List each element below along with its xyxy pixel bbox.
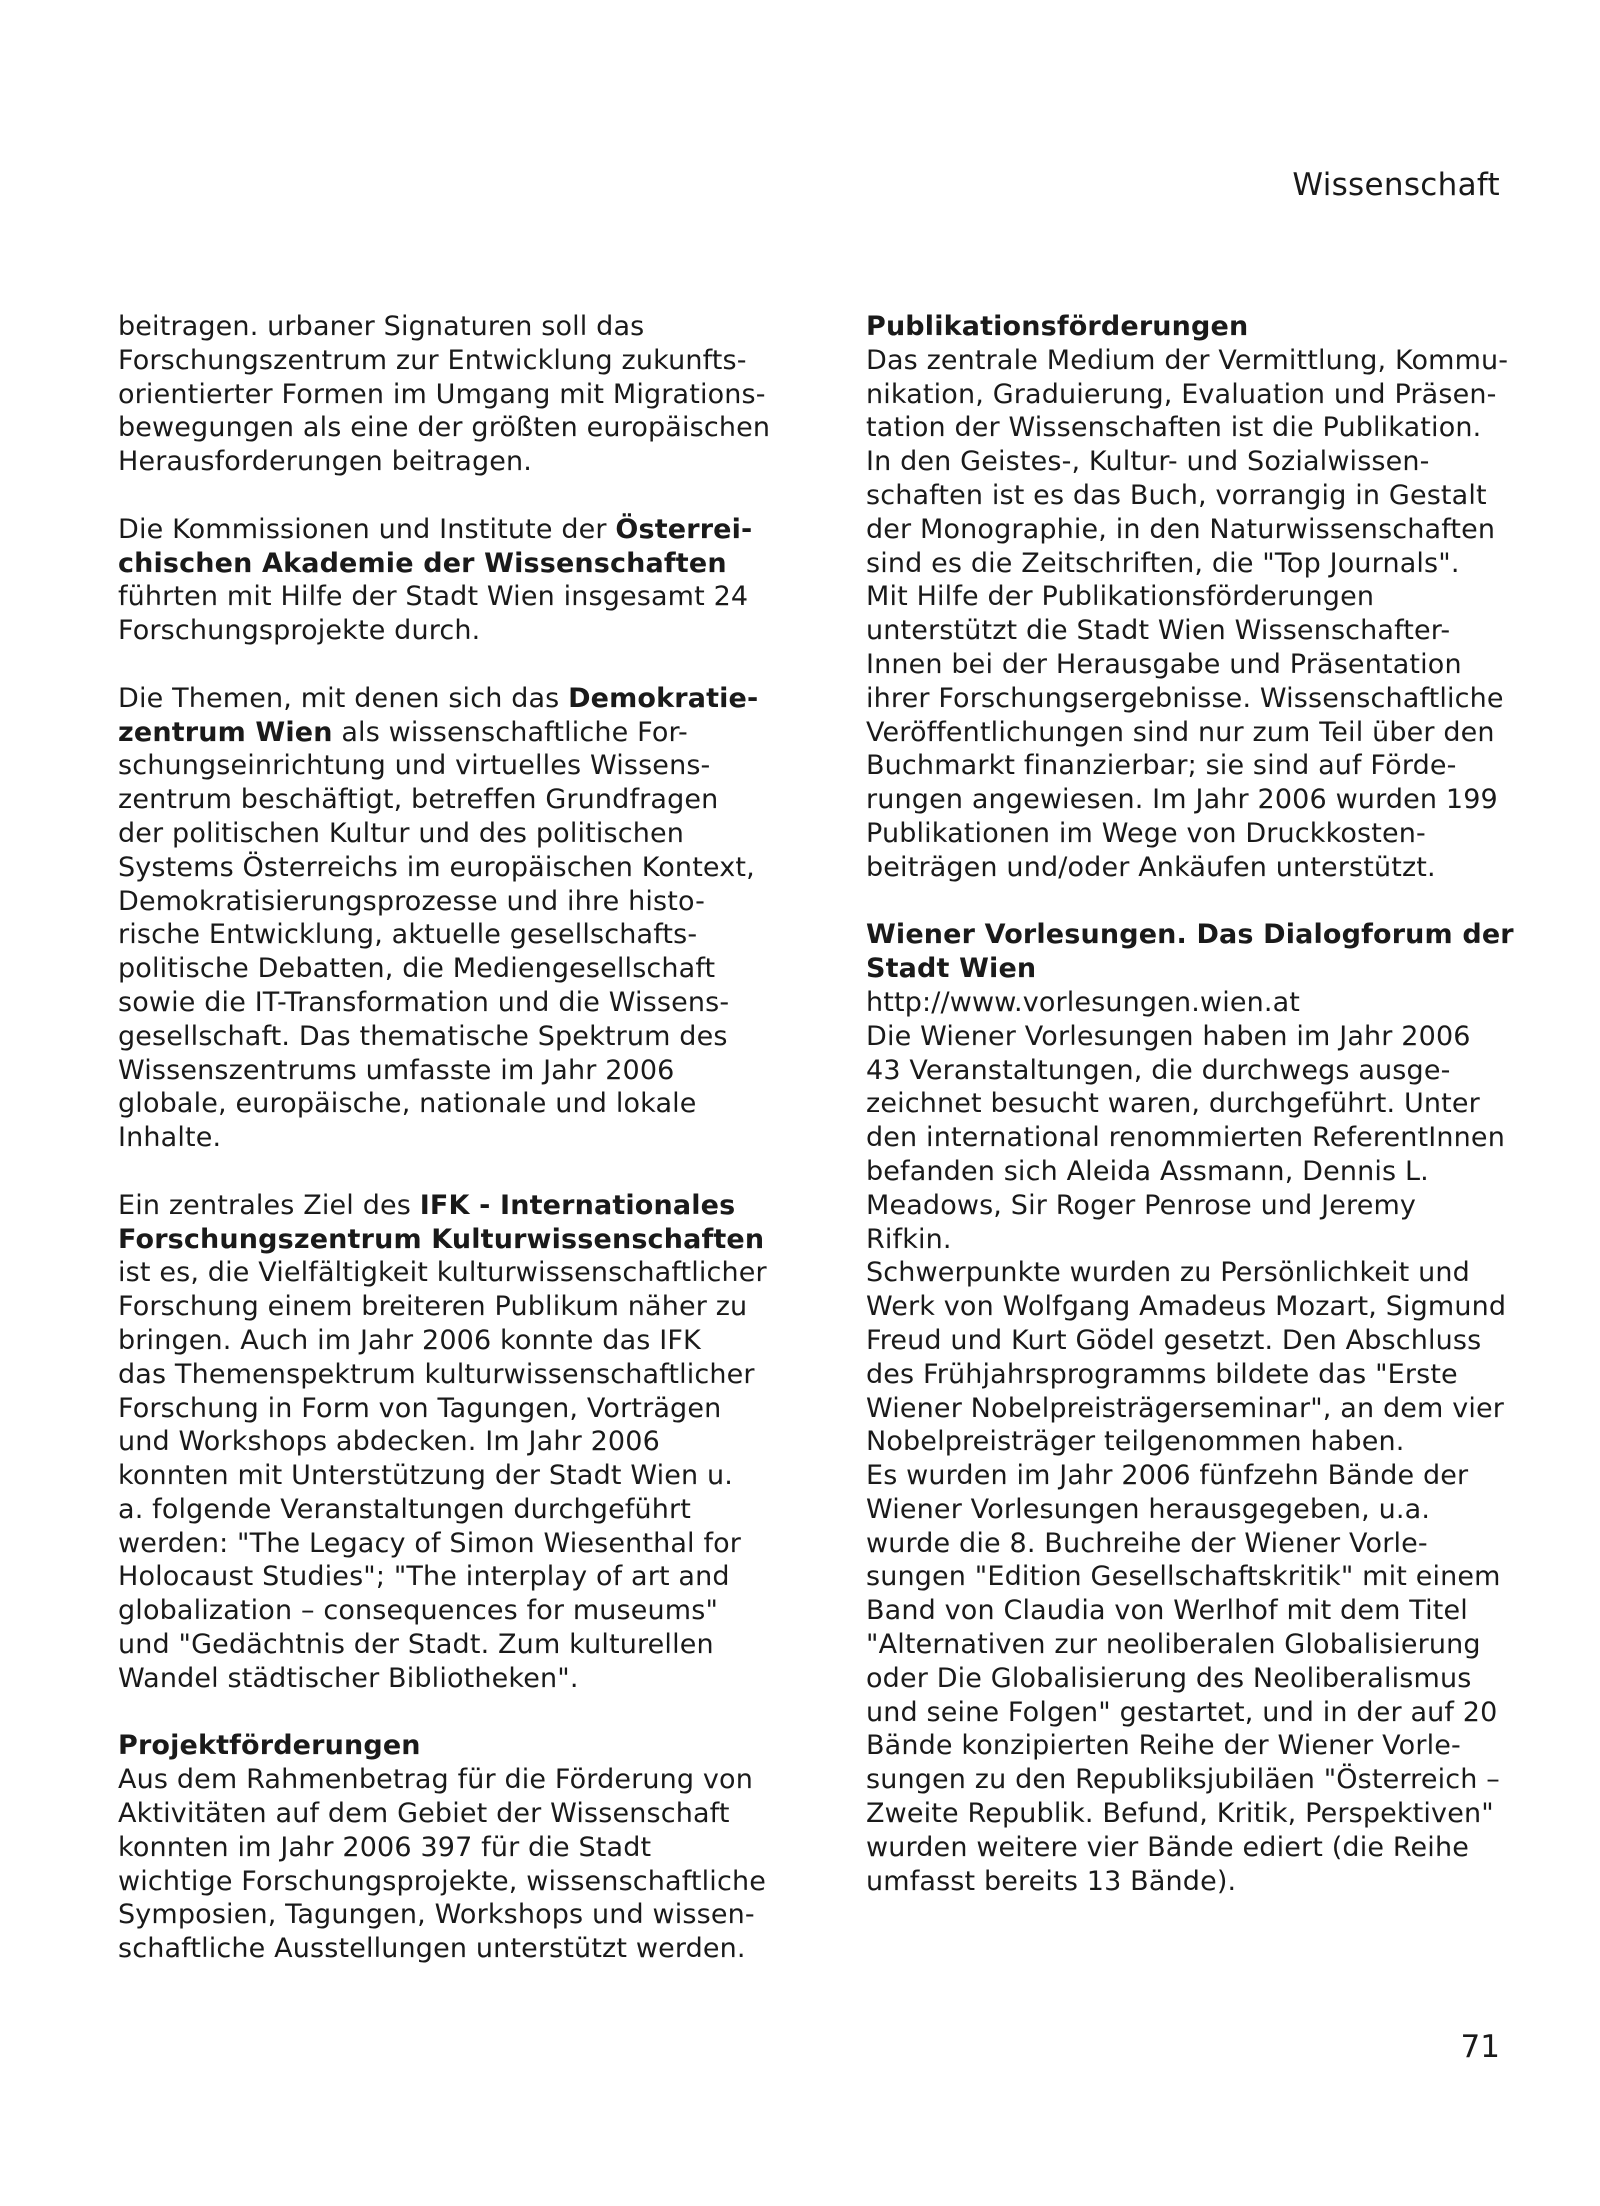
text-line: Band von Claudia von Werlhof mit dem Titel [866, 1595, 1468, 1627]
text-line: konnten im Jahr 2006 397 für die Stadt [118, 1831, 652, 1863]
heading-text: Projektförderungen [118, 1730, 421, 1762]
text-line: Aktivitäten auf dem Gebiet der Wissenschaft [118, 1798, 730, 1830]
bold-term: chischen Akademie der Wissenschaften [118, 547, 727, 579]
section-heading [866, 918, 1552, 952]
text-line: Wandel städtischer Bibliotheken". [118, 1662, 579, 1694]
text-line: Publikationen im Wege von Druckkosten- [866, 817, 1426, 849]
text-line: beitragen. urbaner Signaturen soll das [118, 311, 645, 342]
text-line: wichtige Forschungsprojekte, wissenschaftliche [118, 1865, 766, 1897]
page-number: 71 [1460, 2029, 1500, 2065]
text-line [118, 1189, 804, 1223]
website-url: http://www.vorlesungen.wien.at [866, 986, 1301, 1018]
text-line [118, 547, 804, 581]
text-line: rische Entwicklung, aktuelle gesellschafts- [118, 919, 698, 951]
text-line: sungen "Edition Gesellschaftskritik" mit einem [866, 1561, 1501, 1593]
bold-term: Österrei- [615, 513, 753, 545]
text-line: nikation, Graduierung, Evaluation und Präsen- [866, 378, 1497, 410]
text-line: Schwerpunkte wurden zu Persönlichkeit und [866, 1257, 1470, 1289]
text-line: Es wurden im Jahr 2006 fünfzehn Bände der [866, 1460, 1469, 1492]
text-line: zeichnet besucht waren, durchgeführt. Unter [866, 1088, 1480, 1120]
text-line [118, 513, 804, 547]
bold-term: zentrum Wien [118, 716, 333, 748]
text-line: Wissenszentrums umfasste im Jahr 2006 [118, 1054, 675, 1086]
text-line: Herausforderungen beitragen. [118, 446, 533, 478]
text-run: Ein zentrales Ziel des [118, 1189, 420, 1221]
text-line: 43 Veranstaltungen, die durchwegs ausge- [866, 1054, 1451, 1086]
left-column [118, 310, 804, 1966]
text-line: ihrer Forschungsergebnisse. Wissenschaftliche [866, 682, 1504, 714]
text-line: Symposien, Tagungen, Workshops und wissen- [118, 1899, 755, 1931]
text-line: Systems Österreichs im europäischen Kontext, [118, 851, 755, 883]
text-line: und seine Folgen" gestartet, und in der auf 20 [866, 1696, 1498, 1728]
paragraph-urbaner-signaturen [118, 310, 804, 479]
heading-text: Wiener Vorlesungen. Das Dialogforum der [866, 919, 1514, 951]
text-line: Holocaust Studies"; "The interplay of art and [118, 1561, 730, 1593]
text-line: Forschung einem breiteren Publikum näher zu [118, 1291, 748, 1323]
bold-term: Forschungszentrum Kulturwissenschaften [118, 1223, 765, 1255]
text-line: konnten mit Unterstützung der Stadt Wien u. [118, 1460, 733, 1492]
text-line: Nobelpreisträger teilgenommen haben. [866, 1426, 1405, 1458]
text-line: führten mit Hilfe der Stadt Wien insgesamt 24 [118, 581, 749, 613]
text-run: Die Kommissionen und Institute der [118, 513, 616, 545]
bold-term: Demokratie- [568, 682, 759, 714]
text-line: globalization – consequences for museums" [118, 1595, 719, 1627]
text-line: In den Geistes-, Kultur- und Sozialwissen- [866, 446, 1430, 478]
text-line: beiträgen und/oder Ankäufen unterstützt. [866, 851, 1436, 883]
text-line: der politischen Kultur und des politischen [118, 817, 685, 849]
text-line: Rifkin. [866, 1223, 952, 1255]
text-line: Das zentrale Medium der Vermittlung, Kommu- [866, 344, 1509, 376]
text-line: "Alternativen zur neoliberalen Globalisierung [866, 1629, 1481, 1661]
text-line: des Frühjahrsprogramms bildete das "Erste [866, 1358, 1458, 1390]
text-line: Werk von Wolfgang Amadeus Mozart, Sigmund [866, 1291, 1507, 1323]
text-line [118, 682, 804, 716]
text-line: der Monographie, in den Naturwissenschaften [866, 513, 1496, 545]
text-line: sind es die Zeitschriften, die "Top Journals". [866, 547, 1460, 579]
paragraph-akademie [118, 513, 804, 648]
text-line: Demokratisierungsprozesse und ihre histo- [118, 885, 706, 917]
text-run: als wissenschaftliche For- [332, 716, 688, 748]
text-line [118, 1223, 804, 1257]
text-line: werden: "The Legacy of Simon Wiesenthal for [118, 1527, 742, 1559]
text-line: Bände konzipierten Reihe der Wiener Vorle- [866, 1730, 1461, 1762]
right-column [866, 310, 1552, 1898]
text-line [118, 716, 804, 750]
text-line: schaften ist es das Buch, vorrangig in Gestalt [866, 479, 1487, 511]
text-line: Inhalte. [118, 1122, 222, 1154]
text-line: und "Gedächtnis der Stadt. Zum kulturellen [118, 1629, 714, 1661]
text-line: schaftliche Ausstellungen unterstützt werden. [118, 1933, 746, 1965]
text-line: Wiener Vorlesungen herausgegeben, u.a. [866, 1493, 1431, 1525]
text-line: rungen angewiesen. Im Jahr 2006 wurden 199 [866, 784, 1498, 816]
text-line: umfasst bereits 13 Bände). [866, 1865, 1237, 1897]
text-line: orientierter Formen im Umgang mit Migrations- [118, 378, 766, 410]
text-line: befanden sich Aleida Assmann, Dennis L. [866, 1155, 1429, 1187]
text-line: Forschungsprojekte durch. [118, 615, 481, 647]
text-line: sowie die IT-Transformation und die Wissens- [118, 986, 730, 1018]
text-line: schungseinrichtung und virtuelles Wissens- [118, 750, 711, 782]
text-line: bewegungen als eine der größten europäischen [118, 412, 771, 444]
text-line: das Themenspektrum kulturwissenschaftlicher [118, 1358, 755, 1390]
text-line: Zweite Republik. Befund, Kritik, Perspektiven" [866, 1798, 1494, 1830]
running-head-section-title: Wissenschaft [1292, 167, 1500, 203]
text-line: zentrum beschäftigt, betreffen Grundfragen [118, 784, 719, 816]
text-line: Wiener Nobelpreisträgerseminar", an dem vier [866, 1392, 1504, 1424]
text-line: Freud und Kurt Gödel gesetzt. Den Abschluss [866, 1324, 1482, 1356]
text-line: und Workshops abdecken. Im Jahr 2006 [118, 1426, 660, 1458]
text-line: Veröffentlichungen sind nur zum Teil über den [866, 716, 1495, 748]
text-line: oder Die Globalisierung des Neoliberalismus [866, 1662, 1472, 1694]
text-line: Die Wiener Vorlesungen haben im Jahr 2006 [866, 1020, 1471, 1052]
text-line: Forschungszentrum zur Entwicklung zukunfts- [118, 344, 747, 376]
section-publikationsfoerderungen [866, 310, 1552, 885]
text-run: Die Themen, mit denen sich das [118, 682, 569, 714]
paragraph-demokratiezentrum [118, 682, 804, 1155]
section-heading [866, 310, 1552, 344]
bold-term: IFK - Internationales [419, 1189, 736, 1221]
section-heading [118, 1729, 804, 1763]
text-line: Aus dem Rahmenbetrag für die Förderung von [118, 1764, 753, 1796]
text-line: Meadows, Sir Roger Penrose und Jeremy [866, 1189, 1417, 1221]
text-line: wurden weitere vier Bände ediert (die Reihe [866, 1831, 1469, 1863]
text-line: tation der Wissenschaften ist die Publikation. [866, 412, 1482, 444]
text-line: wurde die 8. Buchreihe der Wiener Vorle- [866, 1527, 1428, 1559]
text-line: a. folgende Veranstaltungen durchgeführt [118, 1493, 692, 1525]
text-line: gesellschaft. Das thematische Spektrum des [118, 1020, 728, 1052]
paragraph-ifk [118, 1189, 804, 1696]
text-line: Innen bei der Herausgabe und Präsentation [866, 648, 1462, 680]
text-line: Mit Hilfe der Publikationsförderungen [866, 581, 1375, 613]
text-line: den international renommierten ReferentInnen [866, 1122, 1505, 1154]
text-line: globale, europäische, nationale und lokale [118, 1088, 697, 1120]
text-line: politische Debatten, die Mediengesellschaft [118, 953, 716, 985]
text-line: unterstützt die Stadt Wien Wissenschafter- [866, 615, 1451, 647]
section-heading [866, 952, 1552, 986]
heading-text: Stadt Wien [866, 953, 1037, 985]
heading-text: Publikationsförderungen [866, 311, 1249, 342]
text-line: sungen zu den Republiksjubiläen "Österreich – [866, 1764, 1500, 1796]
text-line: bringen. Auch im Jahr 2006 konnte das IFK [118, 1324, 701, 1356]
text-line: ist es, die Vielfältigkeit kulturwissenschaftlicher [118, 1257, 767, 1289]
text-line: Buchmarkt finanzierbar; sie sind auf Förde- [866, 750, 1457, 782]
section-wiener-vorlesungen [866, 918, 1552, 1898]
text-line: Forschung in Form von Tagungen, Vorträgen [118, 1392, 722, 1424]
section-projektfoerderungen [118, 1729, 804, 1966]
